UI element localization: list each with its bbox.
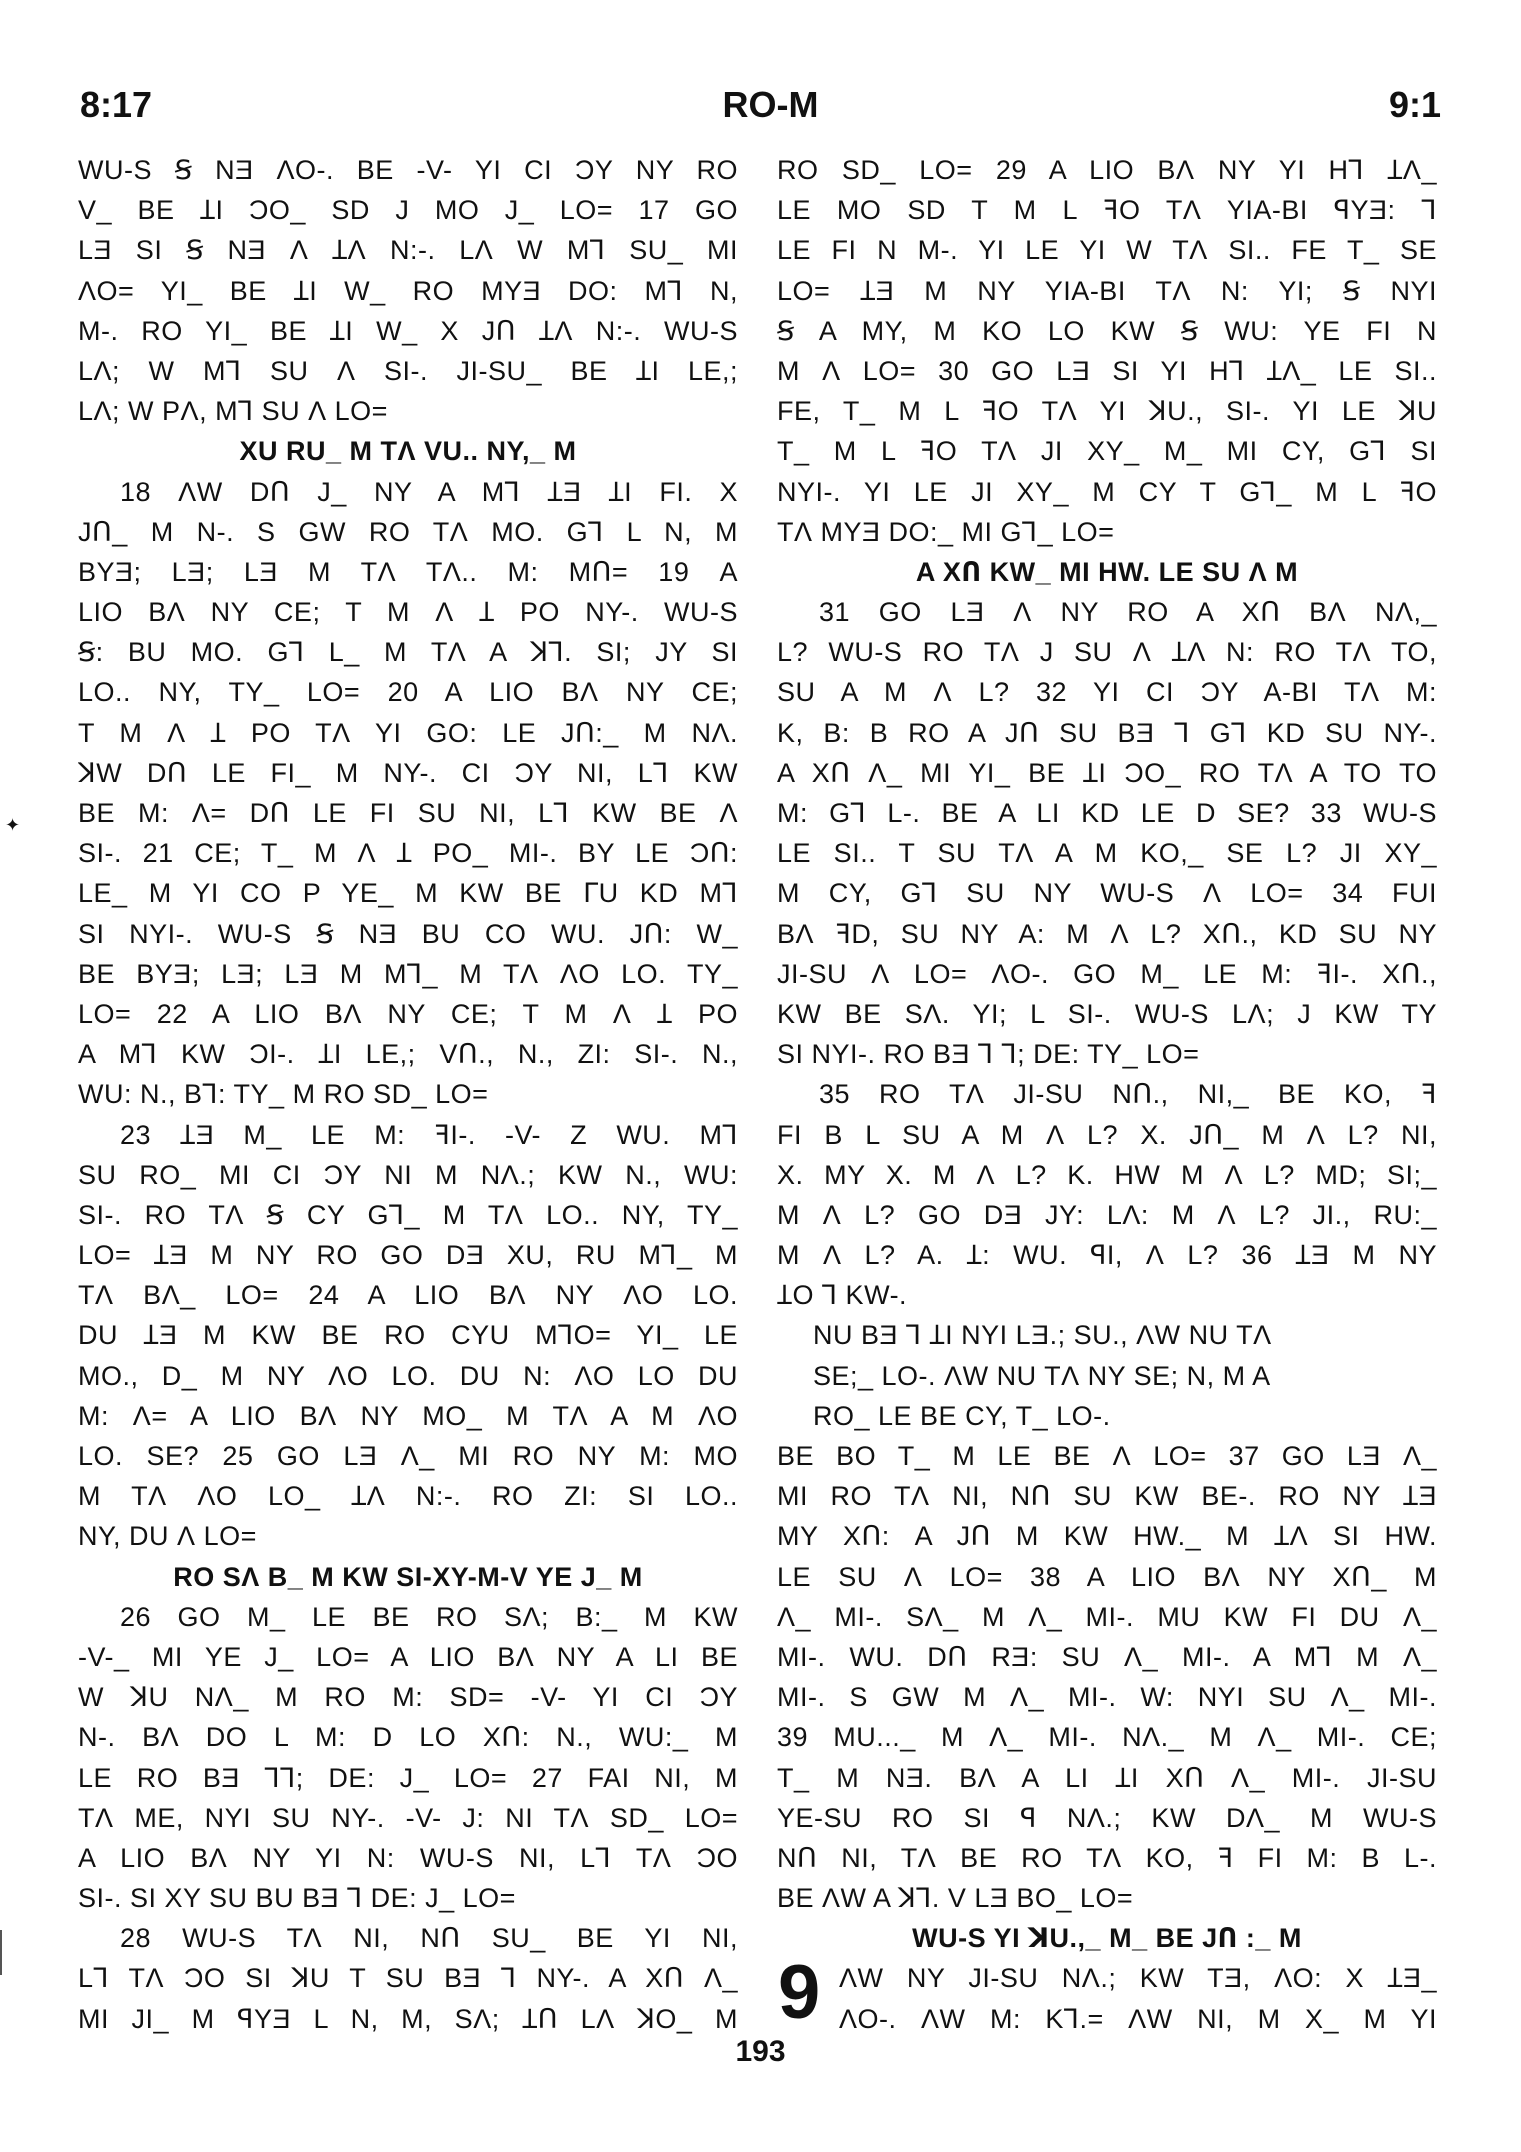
- paragraph-end-line: ꞱO Ꞁ KW-.: [777, 1280, 908, 1311]
- text-line: SI-. RO TɅ Ꞩ CY GꞀ_ M TɅ LO.. NY, TY_: [78, 1199, 738, 1230]
- text-line: M Ʌ L? GO DƎ JY: LɅ: M Ʌ L? JI., RU:_: [777, 1199, 1437, 1230]
- text-line: LO.. NY, TY_ LO= 20 A LIO BɅ NY CE;: [78, 677, 738, 708]
- header-left-reference: 8:17: [80, 84, 153, 125]
- text-line: M-. RO YI_ BE ꞱI W_ X JՈ ꞱɅ N:-. WU-S: [78, 315, 738, 346]
- text-line: LɅ; W MꞀ SU Ʌ SI-. JI-SU_ BE ꞱI LE,;: [78, 355, 738, 386]
- text-line: T_ M L ꟻO TɅ JI XY_ M_ MI CY, GꞀ SI: [777, 436, 1437, 467]
- text-line: MI RO TɅ NI, NՈ SU KW BE-. RO NY ꞱƎ: [777, 1481, 1437, 1512]
- text-line: V_ BE ꞱI ƆO_ SD J MO J_ LO= 17 GO: [78, 195, 738, 226]
- text-line: SI-. 21 CE; T_ M Ʌ Ʇ PO_ MI-. BY LE ƆՈ:: [78, 838, 738, 869]
- verse-start-line: 35 RO TɅ JI-SU NՈ., NI,_ BE KO, ꟻ: [819, 1079, 1437, 1110]
- poetry-line: NU BƎ Ꞁ ꞱI NYI LƎ.; SU., ɅW NU TɅ: [813, 1320, 1272, 1351]
- text-line: LE_ M YI CO P YE_ M KW BE ᒥU KD MꞀ: [78, 878, 738, 909]
- text-line: BɅ ꟻD, SU NY A: M Ʌ L? XՈ., KD SU NY: [777, 918, 1437, 949]
- text-line: LE SU Ʌ LO= 38 A LIO BɅ NY XՈ_ M: [777, 1561, 1437, 1592]
- text-line: NՈ NI, TɅ BE RO TɅ KO, ꟻ FI M: B L-.: [777, 1842, 1437, 1873]
- paragraph-end-line: BE ɅW A ꓘꞀ. V LƎ BO_ LO=: [777, 1883, 1134, 1914]
- text-line: JI-SU Ʌ LO= ɅO-. GO M_ LE M: ꟻI-. XՈ.,: [777, 958, 1437, 989]
- text-line: NYI-. YI LE JI XY_ M CY T GꞀ_ M L ꟻO: [777, 476, 1437, 507]
- text-line: ꓘW DՈ LE FI_ M NY-. CI ƆY NI, LꞀ KW: [78, 757, 738, 788]
- text-line: TɅ ME, NYI SU NY-. -V- J: NI TɅ SD_ LO=: [78, 1802, 738, 1833]
- text-line: LƎ SI Ꞩ NƎ Ʌ ꞱɅ N:-. LɅ W MꞀ SU_ MI: [78, 235, 738, 266]
- text-line: M Ʌ L? A. Ʇ: WU. ꟼI, Ʌ L? 36 ꞱƎ M NY: [777, 1240, 1437, 1271]
- text-line: A LIO BɅ NY YI N: WU-S NI, LꞀ TɅ ƆO: [78, 1842, 738, 1873]
- text-line: LO= ꞱƎ M NY YIA-BI TɅ N: YI; Ꞩ NYI: [777, 275, 1437, 306]
- text-line: L? WU-S RO TɅ J SU Ʌ ꞱɅ N: RO TɅ TO,: [777, 637, 1437, 668]
- verse-start-line: 31 GO LƎ Ʌ NY RO A XՈ BɅ NɅ,_: [819, 597, 1437, 628]
- text-line: BE M: Ʌ= DՈ LE FI SU NI, LꞀ KW BE Ʌ: [78, 798, 738, 828]
- paragraph-end-line: TɅ MYƎ DO:_ MI GꞀ_ LO=: [777, 516, 1115, 547]
- text-line: FE, T_ M L ꟻO TɅ YI ꓘU., SI-. YI LE ꓘU: [777, 396, 1437, 427]
- text-line: BYƎ; LƎ; LƎ M TɅ TɅ.. M: MՈ= 19 A: [78, 556, 738, 587]
- text-line: ɅO= YI_ BE ꞱI W_ RO MYƎ DO: MꞀ N,: [78, 275, 738, 306]
- poetry-line: SE;_ LO-. ɅW NU TɅ NY SE; N, M A: [813, 1360, 1271, 1391]
- text-line: A XՈ Ʌ_ MI YI_ BE ꞱI ƆO_ RO TɅ A TO TO: [777, 757, 1437, 788]
- text-line: MI-. WU. DՈ RƎ: SU Ʌ_ MI-. A MꞀ M Ʌ_: [777, 1641, 1437, 1672]
- text-line: -V-_ MI YE J_ LO= A LIO BɅ NY A LI BE: [78, 1641, 738, 1672]
- poetry-line: RO_ LE BE CY, T_ LO-.: [813, 1400, 1111, 1431]
- text-line: K, B: B RO A JՈ SU BƎ Ꞁ GꞀ KD SU NY-.: [777, 717, 1437, 748]
- text-line: M: Ʌ= A LIO BɅ NY MO_ M TɅ A M ɅO: [78, 1400, 738, 1431]
- text-line: RO SD_ LO= 29 A LIO BɅ NY YI HꞀ ꞱɅ_: [777, 155, 1437, 185]
- text-line: LE SI.. T SU TɅ A M KO,_ SE L? JI XY_: [777, 838, 1437, 869]
- text-line: M Ʌ LO= 30 GO LƎ SI YI HꞀ ꞱɅ_ LE SI..: [777, 355, 1437, 386]
- text-line: BE BYƎ; LƎ; LƎ M MꞀ_ M TɅ ɅO LO. TY_: [78, 958, 738, 989]
- text-line: M CY, GꞀ SU NY WU-S Ʌ LO= 34 FUI: [777, 878, 1437, 909]
- text-line: MO., D_ M NY ɅO LO. DU N: ɅO LO DU: [78, 1360, 738, 1391]
- paragraph-end-line: SI NYI-. RO BƎ Ꞁ Ꞁ; DE: TY_ LO=: [777, 1039, 1200, 1070]
- verse-start-line: 26 GO M_ LE BE RO SɅ; B:_ M KW: [120, 1601, 738, 1632]
- text-line: N-. BɅ DO L M: D LO XՈ: N., WU:_ M: [78, 1722, 738, 1753]
- verse-start-line: 18 ɅW DՈ J_ NY A MꞀ ꞱƎ ꞱI FI. X: [120, 476, 738, 507]
- header-right-reference: 9:1: [1388, 84, 1441, 125]
- chapter-number: 9: [778, 1950, 821, 2035]
- text-line: W ꓘU NɅ_ M RO M: SD= -V- YI CI ƆY: [78, 1682, 738, 1713]
- text-line: SU RO_ MI CI ƆY NI M NɅ.; KW N., WU:: [78, 1159, 738, 1190]
- text-line: LO= 22 A LIO BɅ NY CE; T M Ʌ Ʇ PO: [78, 998, 738, 1029]
- paragraph-end-line: WU: N., BꞀ: TY_ M RO SD_ LO=: [78, 1079, 489, 1110]
- verse-start-line: 28 WU-S TɅ NI, NՈ SU_ BE YI NI,: [120, 1923, 738, 1954]
- text-line: T M Ʌ Ʇ PO TɅ YI GO: LE JՈ:_ M NɅ.: [78, 717, 738, 748]
- left-text-column: [78, 150, 738, 2039]
- verse-start-line: 23 ꞱƎ M_ LE M: ꟻI-. -V- Z WU. MꞀ: [120, 1119, 738, 1150]
- text-line: LꞀ TɅ ƆO SI ꓘU T SU BƎ Ꞁ NY-. A XՈ Ʌ_: [78, 1963, 738, 1994]
- text-line: LE RO BƎ ꞀꞀ; DE: J_ LO= 27 FAI NI, M: [78, 1762, 738, 1793]
- section-heading: A XՈ KW_ MI HW. LE SU Ʌ M: [915, 556, 1299, 587]
- right-text-column: [777, 150, 1437, 2039]
- text-line: Ꞩ: BU MO. GꞀ L_ M TɅ A ꓘꞀ. SI; JY SI: [78, 637, 738, 668]
- text-line: KW BE SɅ. YI; L SI-. WU-S LɅ; J KW TY: [777, 998, 1437, 1029]
- text-line: MI JI_ M ꟼYƎ L N, M, SɅ; ꞱՈ LɅ ꓘO_ M: [78, 2003, 738, 2034]
- margin-rule: [0, 1930, 5, 1975]
- margin-mark: ✦: [5, 815, 21, 835]
- text-line: X. MY X. M Ʌ L? K. HW M Ʌ L? MD; SI;_: [777, 1159, 1437, 1190]
- paragraph-end-line: NY, DU Ʌ LO=: [78, 1521, 257, 1552]
- text-line: SI NYI-. WU-S Ꞩ NƎ BU CO WU. JՈ: W_: [78, 918, 738, 949]
- text-line: LO. SE? 25 GO LƎ Ʌ_ MI RO NY M: MO: [78, 1441, 738, 1471]
- text-line: LE FI N M-. YI LE YI W TɅ SI.. FE T_ SE: [777, 235, 1437, 266]
- section-heading: WU-S YI ꓘU.,_ M_ BE JՈ :_ M: [912, 1923, 1302, 1954]
- text-line: Ꞩ A MY, M KO LO KW Ꞩ WU: YE FI N: [777, 315, 1437, 346]
- text-line: LIO BɅ NY CE; T M Ʌ Ʇ PO NY-. WU-S: [78, 597, 738, 628]
- text-line: 39 MU..._ M Ʌ_ MI-. NɅ._ M Ʌ_ MI-. CE;: [777, 1722, 1437, 1753]
- text-line: DU ꞱƎ M KW BE RO CYU MꞀO= YI_ LE: [78, 1320, 738, 1351]
- chapter-opening-line: ɅO-. ɅW M: KꞀ.= ɅW NI, M X_ M YI: [839, 2003, 1437, 2034]
- text-line: FI B L SU A M Ʌ L? X. JՈ_ M Ʌ L? NI,: [777, 1119, 1437, 1150]
- text-line: JՈ_ M N-. S GW RO TɅ MO. GꞀ L N, M: [78, 516, 738, 547]
- text-line: LE MO SD T M L ꟻO TɅ YIA-BI ꟼYƎ: Ꞁ: [777, 195, 1437, 226]
- text-line: YE-SU RO SI ꟼ NɅ.; KW DɅ_ M WU-S: [777, 1802, 1437, 1833]
- running-header: [80, 80, 1441, 130]
- header-book-title: RO-M: [722, 84, 819, 125]
- page-number: 193: [735, 2035, 786, 2068]
- text-line: MY XՈ: A JՈ M KW HW._ M ꞱɅ SI HW.: [777, 1521, 1437, 1552]
- text-line: T_ M NƎ. BɅ A LI ꞱI XՈ Ʌ_ MI-. JI-SU: [777, 1762, 1437, 1793]
- text-line: BE BO T_ M LE BE Ʌ LO= 37 GO LƎ Ʌ_: [777, 1441, 1437, 1471]
- text-line: MI-. S GW M Ʌ_ MI-. W: NYI SU Ʌ_ MI-.: [777, 1682, 1437, 1713]
- text-line: M TɅ ɅO LO_ ꞱɅ N:-. RO ZI: SI LO..: [78, 1481, 738, 1512]
- text-line: A MꞀ KW ƆI-. ꞱI LE,; VՈ., N., ZI: SI-. N.,: [78, 1039, 738, 1070]
- section-heading: XU RU_ M TɅ VU.. NY,_ M: [239, 436, 577, 467]
- text-line: WU-S Ꞩ NƎ ɅO-. BE -V- YI CI ƆY NY RO: [78, 155, 738, 185]
- text-line: TɅ BɅ_ LO= 24 A LIO BɅ NY ɅO LO.: [78, 1280, 738, 1311]
- text-line: M: GꞀ L-. BE A LI KD LE D SE? 33 WU-S: [777, 798, 1437, 828]
- paragraph-end-line: SI-. SI XY SU BU BƎ Ꞁ DE: J_ LO=: [78, 1883, 516, 1914]
- text-line: Ʌ_ MI-. SɅ_ M Ʌ_ MI-. MU KW FI DU Ʌ_: [777, 1601, 1437, 1632]
- section-heading: RO SɅ B_ M KW SI-XY-M-V YE J_ M: [173, 1561, 643, 1592]
- paragraph-end-line: LɅ; W PɅ, MꞀ SU Ʌ LO=: [78, 396, 388, 427]
- text-line: LO= ꞱƎ M NY RO GO DƎ XU, RU MꞀ_ M: [78, 1240, 738, 1271]
- chapter-opening-line: ɅW NY JI-SU NɅ.; KW TƎ, ɅO: X ꞱƎ_: [839, 1963, 1437, 1994]
- text-line: SU A M Ʌ L? 32 YI CI ƆY A-BI TɅ M:: [777, 677, 1437, 708]
